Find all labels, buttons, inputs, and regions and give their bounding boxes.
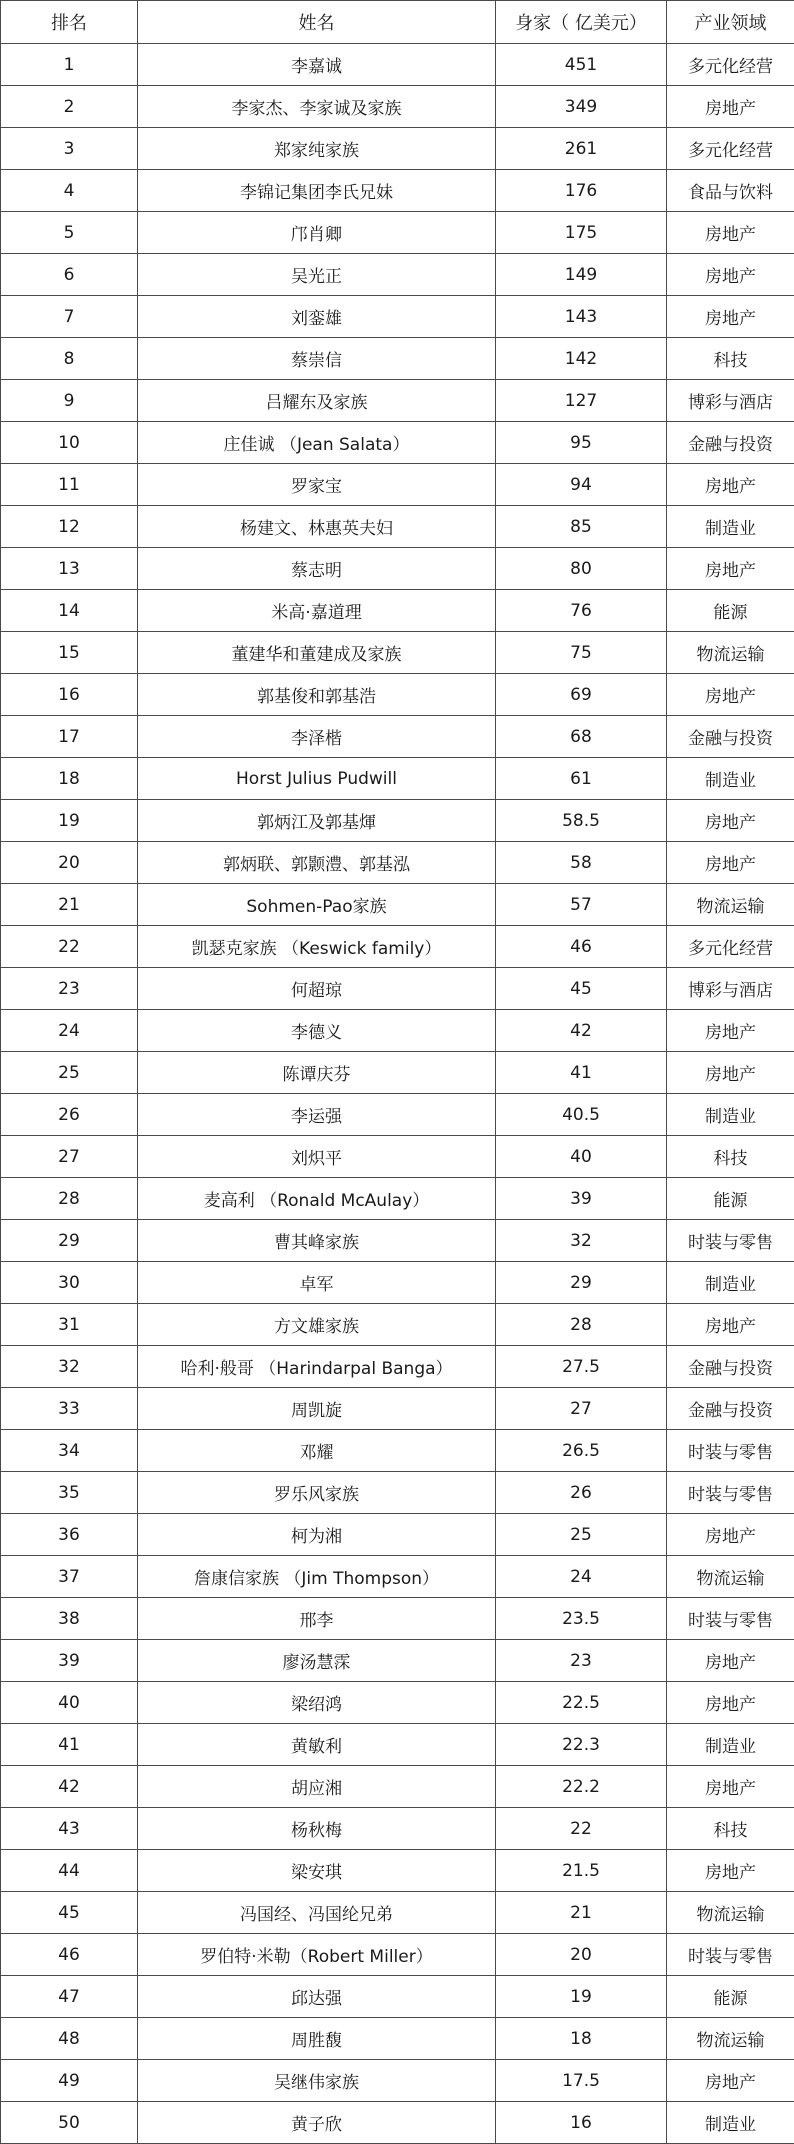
industry-cell: 房地产 <box>667 1010 794 1052</box>
industry-cell: 房地产 <box>667 464 794 506</box>
industry-cell: 房地产 <box>667 842 794 884</box>
table-row <box>1 380 794 422</box>
header-net-worth: 身家（ 亿美元） <box>496 1 667 44</box>
rank-cell: 14 <box>1 590 138 632</box>
table-row <box>1 2102 794 2144</box>
rank-cell: 3 <box>1 128 138 170</box>
rank-cell: 4 <box>1 170 138 212</box>
rank-cell: 50 <box>1 2102 138 2144</box>
net-worth-cell: 23.5 <box>496 1598 667 1640</box>
name-cell: 李德义 <box>138 1010 496 1052</box>
rank-cell: 26 <box>1 1094 138 1136</box>
net-worth-cell: 19 <box>496 1976 667 2018</box>
table-row <box>1 968 794 1010</box>
net-worth-cell: 349 <box>496 86 667 128</box>
net-worth-cell: 261 <box>496 128 667 170</box>
net-worth-cell: 85 <box>496 506 667 548</box>
rank-cell: 6 <box>1 254 138 296</box>
name-cell: Sohmen-Pao家族 <box>138 884 496 926</box>
name-cell: 吴继伟家族 <box>138 2060 496 2102</box>
table-row <box>1 548 794 590</box>
net-worth-cell: 149 <box>496 254 667 296</box>
rank-cell: 8 <box>1 338 138 380</box>
industry-cell: 房地产 <box>667 254 794 296</box>
net-worth-cell: 28 <box>496 1304 667 1346</box>
name-cell: 邢李 <box>138 1598 496 1640</box>
net-worth-cell: 451 <box>496 44 667 86</box>
net-worth-cell: 32 <box>496 1220 667 1262</box>
name-cell: 廖汤慧霂 <box>138 1640 496 1682</box>
rank-cell: 2 <box>1 86 138 128</box>
net-worth-cell: 23 <box>496 1640 667 1682</box>
name-cell: 董建华和董建成及家族 <box>138 632 496 674</box>
table-row <box>1 464 794 506</box>
net-worth-cell: 22.5 <box>496 1682 667 1724</box>
industry-cell: 科技 <box>667 1808 794 1850</box>
industry-cell: 房地产 <box>667 548 794 590</box>
name-cell: 李运强 <box>138 1094 496 1136</box>
industry-cell: 房地产 <box>667 1682 794 1724</box>
table-row <box>1 296 794 338</box>
rank-cell: 1 <box>1 44 138 86</box>
name-cell: 刘炽平 <box>138 1136 496 1178</box>
table-row <box>1 1640 794 1682</box>
net-worth-cell: 142 <box>496 338 667 380</box>
net-worth-cell: 25 <box>496 1514 667 1556</box>
net-worth-cell: 57 <box>496 884 667 926</box>
rank-cell: 47 <box>1 1976 138 2018</box>
rank-cell: 43 <box>1 1808 138 1850</box>
table-row <box>1 1094 794 1136</box>
net-worth-cell: 58 <box>496 842 667 884</box>
rank-cell: 31 <box>1 1304 138 1346</box>
table-row <box>1 128 794 170</box>
rank-cell: 9 <box>1 380 138 422</box>
name-cell: 杨建文、林惠英夫妇 <box>138 506 496 548</box>
net-worth-cell: 27.5 <box>496 1346 667 1388</box>
name-cell: 李家杰、李家诚及家族 <box>138 86 496 128</box>
net-worth-cell: 175 <box>496 212 667 254</box>
industry-cell: 金融与投资 <box>667 1346 794 1388</box>
name-cell: Horst Julius Pudwill <box>138 758 496 800</box>
rank-cell: 5 <box>1 212 138 254</box>
rank-cell: 24 <box>1 1010 138 1052</box>
industry-cell: 金融与投资 <box>667 716 794 758</box>
industry-cell: 博彩与酒店 <box>667 380 794 422</box>
net-worth-cell: 41 <box>496 1052 667 1094</box>
name-cell: 胡应湘 <box>138 1766 496 1808</box>
table-row <box>1 86 794 128</box>
net-worth-cell: 94 <box>496 464 667 506</box>
name-cell: 凯瑟克家族 （Keswick family） <box>138 926 496 968</box>
industry-cell: 多元化经营 <box>667 44 794 86</box>
net-worth-cell: 40 <box>496 1136 667 1178</box>
industry-cell: 房地产 <box>667 2060 794 2102</box>
rank-cell: 32 <box>1 1346 138 1388</box>
name-cell: 庄佳诚 （Jean Salata） <box>138 422 496 464</box>
rank-cell: 20 <box>1 842 138 884</box>
net-worth-cell: 68 <box>496 716 667 758</box>
industry-cell: 能源 <box>667 590 794 632</box>
name-cell: 柯为湘 <box>138 1514 496 1556</box>
table-row <box>1 590 794 632</box>
rank-cell: 38 <box>1 1598 138 1640</box>
table-row <box>1 44 794 86</box>
industry-cell: 房地产 <box>667 1766 794 1808</box>
table-row <box>1 926 794 968</box>
industry-cell: 房地产 <box>667 1514 794 1556</box>
industry-cell: 多元化经营 <box>667 926 794 968</box>
industry-cell: 房地产 <box>667 1052 794 1094</box>
industry-cell: 制造业 <box>667 1724 794 1766</box>
net-worth-cell: 27 <box>496 1388 667 1430</box>
rank-cell: 28 <box>1 1178 138 1220</box>
table-body <box>1 44 794 2144</box>
table-row <box>1 842 794 884</box>
net-worth-cell: 16 <box>496 2102 667 2144</box>
table-row <box>1 422 794 464</box>
name-cell: 吴光正 <box>138 254 496 296</box>
name-cell: 杨秋梅 <box>138 1808 496 1850</box>
rank-cell: 7 <box>1 296 138 338</box>
rank-cell: 33 <box>1 1388 138 1430</box>
industry-cell: 食品与饮料 <box>667 170 794 212</box>
table-row <box>1 1262 794 1304</box>
net-worth-cell: 26 <box>496 1472 667 1514</box>
name-cell: 冯国经、冯国纶兄弟 <box>138 1892 496 1934</box>
name-cell: 邱达强 <box>138 1976 496 2018</box>
net-worth-cell: 80 <box>496 548 667 590</box>
rank-cell: 40 <box>1 1682 138 1724</box>
net-worth-cell: 61 <box>496 758 667 800</box>
industry-cell: 物流运输 <box>667 1892 794 1934</box>
table-row <box>1 1976 794 2018</box>
table-row <box>1 1388 794 1430</box>
table-row <box>1 170 794 212</box>
industry-cell: 时装与零售 <box>667 1220 794 1262</box>
rank-cell: 18 <box>1 758 138 800</box>
rank-cell: 29 <box>1 1220 138 1262</box>
industry-cell: 物流运输 <box>667 1556 794 1598</box>
industry-cell: 房地产 <box>667 1304 794 1346</box>
table-row <box>1 1220 794 1262</box>
rank-cell: 19 <box>1 800 138 842</box>
table-row <box>1 1010 794 1052</box>
header-name: 姓名 <box>138 1 496 44</box>
table-row <box>1 1892 794 1934</box>
header-industry: 产业领域 <box>667 1 794 44</box>
rank-cell: 48 <box>1 2018 138 2060</box>
table-row <box>1 1598 794 1640</box>
name-cell: 麦高利 （Ronald McAulay） <box>138 1178 496 1220</box>
industry-cell: 金融与投资 <box>667 1388 794 1430</box>
table-row <box>1 254 794 296</box>
rank-cell: 41 <box>1 1724 138 1766</box>
rank-cell: 16 <box>1 674 138 716</box>
name-cell: 邓耀 <box>138 1430 496 1472</box>
name-cell: 哈利·般哥 （Harindarpal Banga） <box>138 1346 496 1388</box>
name-cell: 郭炳联、郭颢澧、郭基泓 <box>138 842 496 884</box>
net-worth-cell: 58.5 <box>496 800 667 842</box>
name-cell: 刘銮雄 <box>138 296 496 338</box>
table-row <box>1 716 794 758</box>
net-worth-cell: 29 <box>496 1262 667 1304</box>
rank-cell: 23 <box>1 968 138 1010</box>
rank-cell: 36 <box>1 1514 138 1556</box>
rank-cell: 44 <box>1 1850 138 1892</box>
net-worth-cell: 69 <box>496 674 667 716</box>
name-cell: 曹其峰家族 <box>138 1220 496 1262</box>
rank-cell: 42 <box>1 1766 138 1808</box>
industry-cell: 能源 <box>667 1976 794 2018</box>
rank-cell: 30 <box>1 1262 138 1304</box>
table-row <box>1 1178 794 1220</box>
industry-cell: 时装与零售 <box>667 1430 794 1472</box>
industry-cell: 制造业 <box>667 1262 794 1304</box>
table-row <box>1 1052 794 1094</box>
rank-cell: 45 <box>1 1892 138 1934</box>
name-cell: 罗伯特·米勒（Robert Miller） <box>138 1934 496 1976</box>
name-cell: 何超琼 <box>138 968 496 1010</box>
industry-cell: 制造业 <box>667 1094 794 1136</box>
table-row <box>1 674 794 716</box>
table-row <box>1 1766 794 1808</box>
name-cell: 黄敏利 <box>138 1724 496 1766</box>
industry-cell: 制造业 <box>667 758 794 800</box>
name-cell: 郭炳江及郭基煇 <box>138 800 496 842</box>
rank-cell: 25 <box>1 1052 138 1094</box>
net-worth-cell: 45 <box>496 968 667 1010</box>
table-row <box>1 1430 794 1472</box>
rank-cell: 49 <box>1 2060 138 2102</box>
rank-cell: 17 <box>1 716 138 758</box>
net-worth-cell: 39 <box>496 1178 667 1220</box>
industry-cell: 时装与零售 <box>667 1472 794 1514</box>
rank-cell: 21 <box>1 884 138 926</box>
net-worth-cell: 40.5 <box>496 1094 667 1136</box>
net-worth-cell: 26.5 <box>496 1430 667 1472</box>
name-cell: 罗家宝 <box>138 464 496 506</box>
name-cell: 方文雄家族 <box>138 1304 496 1346</box>
name-cell: 吕耀东及家族 <box>138 380 496 422</box>
name-cell: 卓军 <box>138 1262 496 1304</box>
industry-cell: 时装与零售 <box>667 1934 794 1976</box>
table-row <box>1 1808 794 1850</box>
industry-cell: 时装与零售 <box>667 1598 794 1640</box>
table-row <box>1 1472 794 1514</box>
name-cell: 郭基俊和郭基浩 <box>138 674 496 716</box>
rank-cell: 34 <box>1 1430 138 1472</box>
table-row <box>1 1304 794 1346</box>
industry-cell: 房地产 <box>667 674 794 716</box>
name-cell: 邝肖卿 <box>138 212 496 254</box>
industry-cell: 房地产 <box>667 86 794 128</box>
net-worth-cell: 22.3 <box>496 1724 667 1766</box>
rank-cell: 27 <box>1 1136 138 1178</box>
table-row <box>1 338 794 380</box>
table-row <box>1 758 794 800</box>
table-row <box>1 1136 794 1178</box>
rank-cell: 15 <box>1 632 138 674</box>
net-worth-cell: 127 <box>496 380 667 422</box>
rank-cell: 35 <box>1 1472 138 1514</box>
rank-cell: 37 <box>1 1556 138 1598</box>
rank-cell: 39 <box>1 1640 138 1682</box>
table-row <box>1 1682 794 1724</box>
name-cell: 米高·嘉道理 <box>138 590 496 632</box>
name-cell: 周凯旋 <box>138 1388 496 1430</box>
industry-cell: 房地产 <box>667 212 794 254</box>
industry-cell: 多元化经营 <box>667 128 794 170</box>
net-worth-cell: 76 <box>496 590 667 632</box>
rank-cell: 12 <box>1 506 138 548</box>
industry-cell: 物流运输 <box>667 632 794 674</box>
industry-cell: 金融与投资 <box>667 422 794 464</box>
table-row <box>1 632 794 674</box>
table-row <box>1 1934 794 1976</box>
industry-cell: 物流运输 <box>667 884 794 926</box>
industry-cell: 房地产 <box>667 800 794 842</box>
net-worth-cell: 95 <box>496 422 667 464</box>
net-worth-cell: 24 <box>496 1556 667 1598</box>
table-row <box>1 2060 794 2102</box>
name-cell: 郑家纯家族 <box>138 128 496 170</box>
name-cell: 周胜馥 <box>138 2018 496 2060</box>
net-worth-cell: 75 <box>496 632 667 674</box>
net-worth-cell: 21 <box>496 1892 667 1934</box>
name-cell: 李泽楷 <box>138 716 496 758</box>
industry-cell: 房地产 <box>667 1640 794 1682</box>
table-row <box>1 1514 794 1556</box>
name-cell: 李嘉诚 <box>138 44 496 86</box>
table-row <box>1 2018 794 2060</box>
net-worth-cell: 22 <box>496 1808 667 1850</box>
table-row <box>1 800 794 842</box>
industry-cell: 物流运输 <box>667 2018 794 2060</box>
net-worth-cell: 21.5 <box>496 1850 667 1892</box>
industry-cell: 博彩与酒店 <box>667 968 794 1010</box>
name-cell: 詹康信家族 （Jim Thompson） <box>138 1556 496 1598</box>
table-row <box>1 506 794 548</box>
table-row <box>1 1850 794 1892</box>
name-cell: 陈谭庆芬 <box>138 1052 496 1094</box>
industry-cell: 房地产 <box>667 296 794 338</box>
net-worth-cell: 20 <box>496 1934 667 1976</box>
net-worth-cell: 46 <box>496 926 667 968</box>
rank-cell: 13 <box>1 548 138 590</box>
industry-cell: 房地产 <box>667 1850 794 1892</box>
rank-cell: 22 <box>1 926 138 968</box>
industry-cell: 制造业 <box>667 2102 794 2144</box>
net-worth-cell: 176 <box>496 170 667 212</box>
net-worth-cell: 18 <box>496 2018 667 2060</box>
name-cell: 蔡崇信 <box>138 338 496 380</box>
industry-cell: 能源 <box>667 1178 794 1220</box>
rank-cell: 46 <box>1 1934 138 1976</box>
net-worth-cell: 42 <box>496 1010 667 1052</box>
industry-cell: 科技 <box>667 1136 794 1178</box>
table-row <box>1 1556 794 1598</box>
industry-cell: 科技 <box>667 338 794 380</box>
net-worth-cell: 22.2 <box>496 1766 667 1808</box>
name-cell: 梁安琪 <box>138 1850 496 1892</box>
table-row <box>1 212 794 254</box>
table-row <box>1 1724 794 1766</box>
table-header-row <box>1 1 794 44</box>
net-worth-cell: 143 <box>496 296 667 338</box>
name-cell: 蔡志明 <box>138 548 496 590</box>
table-row <box>1 1346 794 1388</box>
industry-cell: 制造业 <box>667 506 794 548</box>
name-cell: 罗乐风家族 <box>138 1472 496 1514</box>
rank-cell: 10 <box>1 422 138 464</box>
table-row <box>1 884 794 926</box>
name-cell: 李锦记集团李氏兄妹 <box>138 170 496 212</box>
rank-cell: 11 <box>1 464 138 506</box>
name-cell: 梁绍鸿 <box>138 1682 496 1724</box>
net-worth-cell: 17.5 <box>496 2060 667 2102</box>
header-rank: 排名 <box>1 1 138 44</box>
name-cell: 黄子欣 <box>138 2102 496 2144</box>
